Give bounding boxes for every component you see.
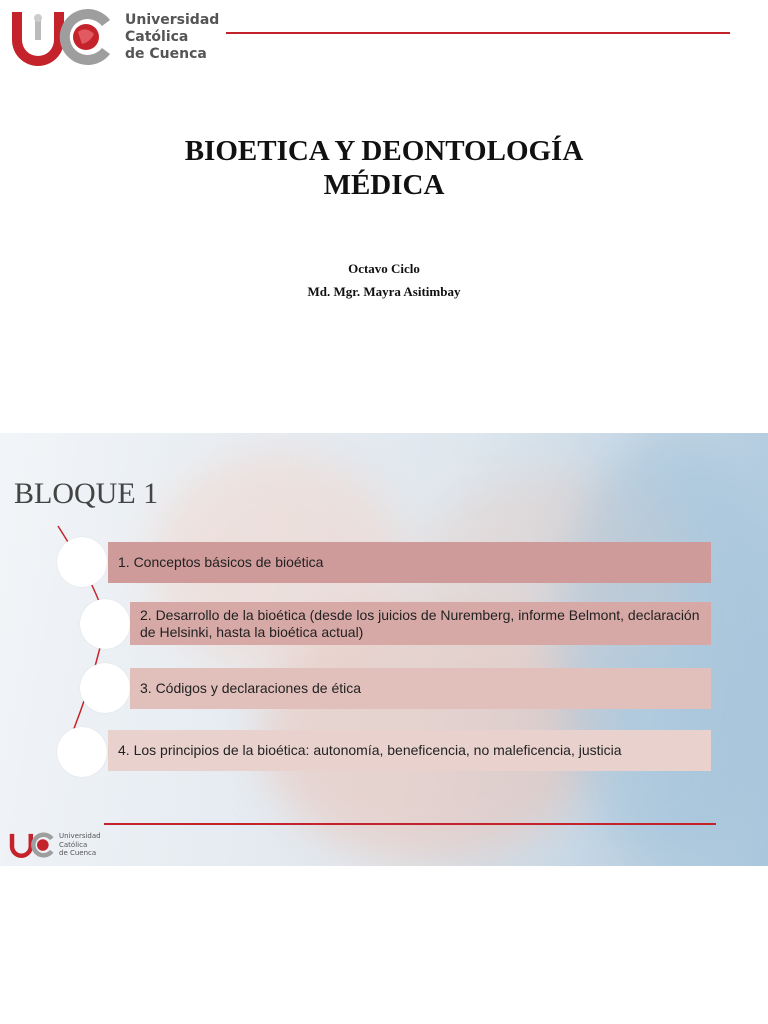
- university-name-small-line-1: Universidad: [59, 832, 101, 840]
- university-name-small-line-2: Católica: [59, 840, 88, 849]
- timeline-node: [80, 663, 130, 713]
- uc-emblem-icon: [8, 831, 58, 859]
- university-name-line-3: de Cuenca: [125, 46, 207, 62]
- university-name: [125, 12, 219, 63]
- timeline-node: [57, 727, 107, 777]
- background-sleeve: [560, 433, 768, 866]
- university-name-line-1: Universidad: [125, 12, 220, 28]
- list-item-text: 3. Códigos y declaraciones de ética: [140, 680, 362, 696]
- instructor-name: Md. Mgr. Mayra Asitimbay: [307, 284, 461, 299]
- title-slide: [0, 0, 768, 433]
- slide-title-line-1: BIOETICA Y DEONTOLOGÍA: [184, 135, 584, 167]
- list-item: [130, 668, 711, 709]
- block-heading: BLOQUE 1: [14, 477, 159, 510]
- cycle-label: Octavo Ciclo: [348, 261, 420, 276]
- slide-title: [0, 134, 768, 202]
- list-item: [130, 602, 711, 645]
- university-name-small-line-3: de Cuenca: [59, 849, 97, 857]
- list-item-text: 4. Los principios de la bioética: autonomía, beneficencia, no maleficencia, justicia: [118, 742, 622, 758]
- university-logo: [8, 6, 223, 68]
- list-item-text: 2. Desarrollo de la bioética (desde los juicios de Nuremberg, informe Belmont, declaración de Helsinki, hasta la bioética actual): [140, 606, 700, 640]
- list-item: [108, 730, 711, 771]
- header-divider: [226, 32, 730, 34]
- uc-emblem-icon: [8, 6, 120, 68]
- list-item: [108, 542, 711, 583]
- timeline-node: [57, 537, 107, 587]
- timeline-node: [80, 599, 130, 649]
- university-name-small: [59, 832, 101, 858]
- footer-divider: [104, 823, 716, 825]
- timeline-curve: [0, 433, 140, 866]
- university-name-line-2: Católica: [125, 29, 189, 45]
- university-logo-small: [8, 831, 118, 861]
- slide-title-line-2: MÉDICA: [323, 169, 445, 201]
- list-item-text: 1. Conceptos básicos de bioética: [118, 554, 324, 570]
- content-slide: [0, 433, 768, 866]
